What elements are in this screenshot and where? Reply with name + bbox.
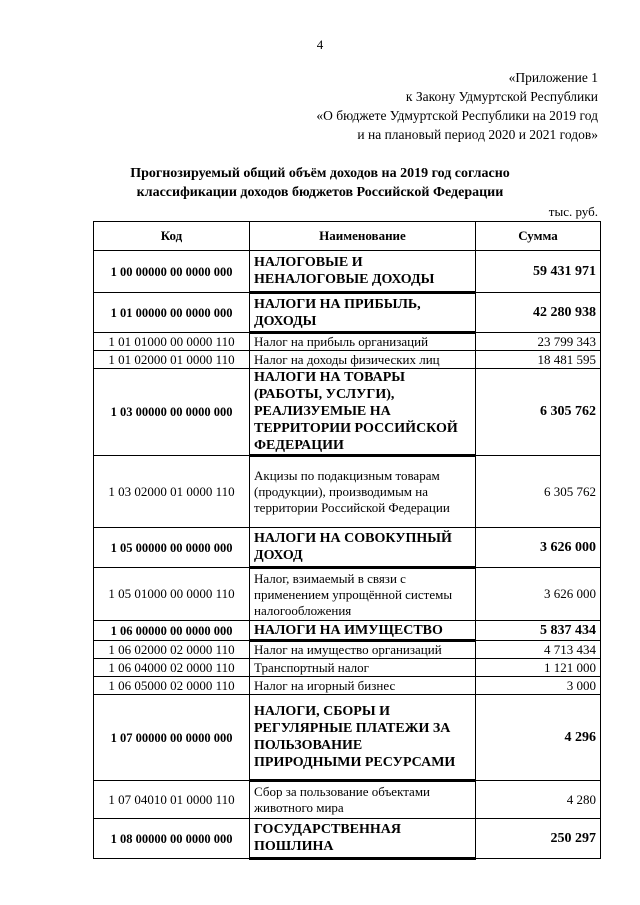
row-sum: 6 305 762 <box>476 456 601 528</box>
table-row <box>94 369 601 456</box>
row-name: НАЛОГИ НА ПРИБЫЛЬ, ДОХОДЫ <box>250 293 476 333</box>
row-sum: 59 431 971 <box>476 251 601 293</box>
row-sum: 6 305 762 <box>476 369 601 456</box>
row-sum: 3 626 000 <box>476 568 601 621</box>
row-sum: 23 799 343 <box>476 333 601 351</box>
appendix-line-1: «Приложение 1 <box>508 70 598 85</box>
table-row <box>94 781 601 819</box>
row-code: 1 01 01000 00 0000 110 <box>94 333 250 351</box>
table-row <box>94 293 601 333</box>
page-number: 4 <box>316 37 324 52</box>
row-code: 1 06 00000 00 0000 000 <box>94 621 250 641</box>
row-code: 1 06 02000 02 0000 110 <box>94 641 250 659</box>
table-row <box>94 251 601 293</box>
title-line-1: Прогнозируемый общий объём доходов на 2019 год согласно <box>130 166 510 181</box>
row-name: Транспортный налог <box>250 659 476 677</box>
table-row <box>94 641 601 659</box>
row-name: Налог на имущество организаций <box>250 641 476 659</box>
table-row <box>94 528 601 568</box>
row-name: НАЛОГИ НА ТОВАРЫ (РАБОТЫ, УСЛУГИ), РЕАЛИЗУЕМЫЕ НА ТЕРРИТОРИИ РОССИЙСКОЙ ФЕДЕРАЦИИ <box>250 369 476 456</box>
appendix-line-3: «О бюджете Удмуртской Республики на 2019 год <box>316 108 598 123</box>
row-sum: 18 481 595 <box>476 351 601 369</box>
unit-label: тыс. руб. <box>548 204 598 219</box>
row-name: НАЛОГИ, СБОРЫ И РЕГУЛЯРНЫЕ ПЛАТЕЖИ ЗА ПОЛЬЗОВАНИЕ ПРИРОДНЫМИ РЕСУРСАМИ <box>250 695 476 781</box>
row-sum: 42 280 938 <box>476 293 601 333</box>
appendix-note <box>316 68 598 144</box>
header-name: Наименование <box>250 222 476 251</box>
row-sum: 1 121 000 <box>476 659 601 677</box>
header-sum: Сумма <box>476 222 601 251</box>
table-row <box>94 456 601 528</box>
row-code: 1 01 00000 00 0000 000 <box>94 293 250 333</box>
row-sum: 250 297 <box>476 819 601 859</box>
row-code: 1 05 00000 00 0000 000 <box>94 528 250 568</box>
row-code: 1 00 00000 00 0000 000 <box>94 251 250 293</box>
row-name: Налог на прибыль организаций <box>250 333 476 351</box>
revenue-table <box>93 221 601 860</box>
row-code: 1 07 04010 01 0000 110 <box>94 781 250 819</box>
row-code: 1 06 05000 02 0000 110 <box>94 677 250 695</box>
row-code: 1 07 00000 00 0000 000 <box>94 695 250 781</box>
row-code: 1 06 04000 02 0000 110 <box>94 659 250 677</box>
row-name: Налог, взимаемый в связи с применением упрощённой системы налогообложения <box>250 568 476 621</box>
row-code: 1 01 02000 01 0000 110 <box>94 351 250 369</box>
table-row <box>94 333 601 351</box>
table-row <box>94 695 601 781</box>
row-code: 1 03 02000 01 0000 110 <box>94 456 250 528</box>
appendix-line-2: к Закону Удмуртской Республики <box>405 89 598 104</box>
table-row <box>94 568 601 621</box>
row-code: 1 03 00000 00 0000 000 <box>94 369 250 456</box>
title-line-2: классификации доходов бюджетов Российской Федерации <box>136 185 504 200</box>
row-name: ГОСУДАРСТВЕННАЯ ПОШЛИНА <box>250 819 476 859</box>
row-name: Сбор за пользование объектами животного мира <box>250 781 476 819</box>
table-row <box>94 659 601 677</box>
row-name: Налог на игорный бизнес <box>250 677 476 695</box>
table-row <box>94 621 601 641</box>
row-sum: 4 280 <box>476 781 601 819</box>
row-name: НАЛОГОВЫЕ И НЕНАЛОГОВЫЕ ДОХОДЫ <box>250 251 476 293</box>
table-row <box>94 677 601 695</box>
row-sum: 3 000 <box>476 677 601 695</box>
row-code: 1 08 00000 00 0000 000 <box>94 819 250 859</box>
row-sum: 4 296 <box>476 695 601 781</box>
row-sum: 4 713 434 <box>476 641 601 659</box>
row-name: Акцизы по подакцизным товарам (продукции), производимым на территории Российской Федерации <box>250 456 476 528</box>
row-sum: 5 837 434 <box>476 621 601 641</box>
table-row <box>94 351 601 369</box>
document-title <box>60 164 580 202</box>
header-code: Код <box>94 222 250 251</box>
row-sum: 3 626 000 <box>476 528 601 568</box>
row-name: НАЛОГИ НА ИМУЩЕСТВО <box>250 621 476 641</box>
row-code: 1 05 01000 00 0000 110 <box>94 568 250 621</box>
row-name: Налог на доходы физических лиц <box>250 351 476 369</box>
appendix-line-4: и на плановый период 2020 и 2021 годов» <box>357 127 598 142</box>
table-row <box>94 819 601 859</box>
row-name: НАЛОГИ НА СОВОКУПНЫЙ ДОХОД <box>250 528 476 568</box>
table-header-row <box>94 222 601 251</box>
